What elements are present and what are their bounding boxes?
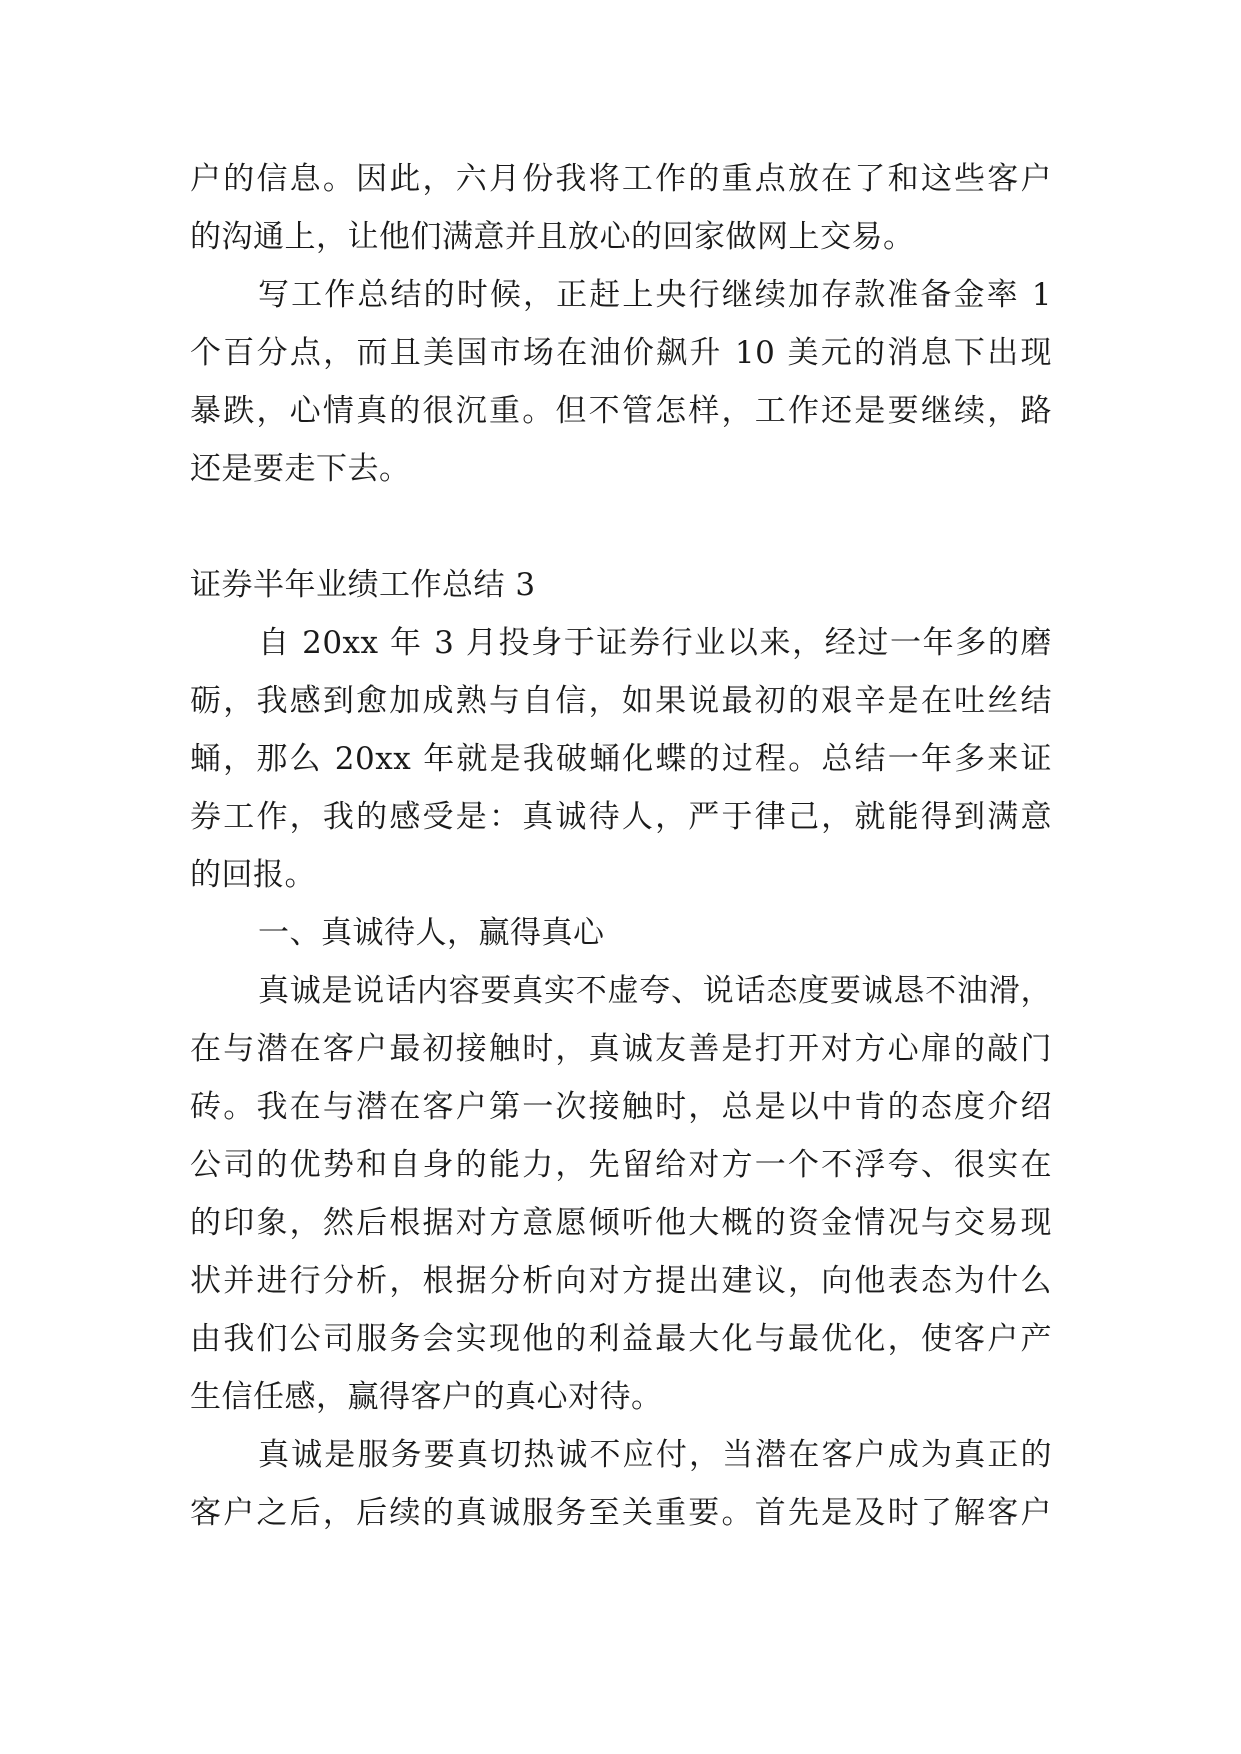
paragraph-line: 蛹，那么 20xx 年就是我破蛹化蝶的过程。总结一年多来证 xyxy=(190,741,1052,777)
paragraph-line: 的回报。 xyxy=(190,857,316,893)
paragraph-line: 真诚是说话内容要真实不虚夸、说话态度要诚恳不油滑， xyxy=(258,973,1052,1009)
subsection-heading: 一、真诚待人，赢得真心 xyxy=(258,915,605,951)
section-heading: 证券半年业绩工作总结 3 xyxy=(190,567,536,603)
document-page xyxy=(190,150,1052,1542)
paragraph-line: 公司的优势和自身的能力，先留给对方一个不浮夸、很实在 xyxy=(190,1147,1052,1183)
paragraph-line: 生信任感，赢得客户的真心对待。 xyxy=(190,1379,663,1415)
paragraph-line: 在与潜在客户最初接触时，真诚友善是打开对方心扉的敲门 xyxy=(190,1031,1052,1067)
paragraph-line: 个百分点，而且美国市场在油价飙升 10 美元的消息下出现 xyxy=(190,335,1052,371)
paragraph-line: 砺，我感到愈加成熟与自信，如果说最初的艰辛是在吐丝结 xyxy=(190,683,1052,719)
paragraph-line: 真诚是服务要真切热诚不应付，当潜在客户成为真正的 xyxy=(258,1437,1052,1473)
paragraph-line: 户的信息。因此，六月份我将工作的重点放在了和这些客户 xyxy=(190,161,1052,197)
paragraph-line: 还是要走下去。 xyxy=(190,451,411,487)
paragraph-line: 状并进行分析，根据分析向对方提出建议，向他表态为什么 xyxy=(190,1263,1052,1299)
section-spacer xyxy=(190,498,1052,556)
paragraph-line: 写工作总结的时候，正赶上央行继续加存款准备金率 1 xyxy=(258,277,1052,313)
paragraph-line: 自 20xx 年 3 月投身于证券行业以来，经过一年多的磨 xyxy=(258,625,1052,661)
paragraph-line: 的印象，然后根据对方意愿倾听他大概的资金情况与交易现 xyxy=(190,1205,1052,1241)
paragraph-line: 由我们公司服务会实现他的利益最大化与最优化，使客户产 xyxy=(190,1321,1052,1357)
paragraph-line: 暴跌，心情真的很沉重。但不管怎样，工作还是要继续，路 xyxy=(190,393,1052,429)
paragraph-line: 的沟通上，让他们满意并且放心的回家做网上交易。 xyxy=(190,219,915,255)
paragraph-line: 券工作，我的感受是：真诚待人，严于律己，就能得到满意 xyxy=(190,799,1052,835)
paragraph-line: 砖。我在与潜在客户第一次接触时，总是以中肯的态度介绍 xyxy=(190,1089,1052,1125)
paragraph-line: 客户之后，后续的真诚服务至关重要。首先是及时了解客户 xyxy=(190,1495,1052,1531)
